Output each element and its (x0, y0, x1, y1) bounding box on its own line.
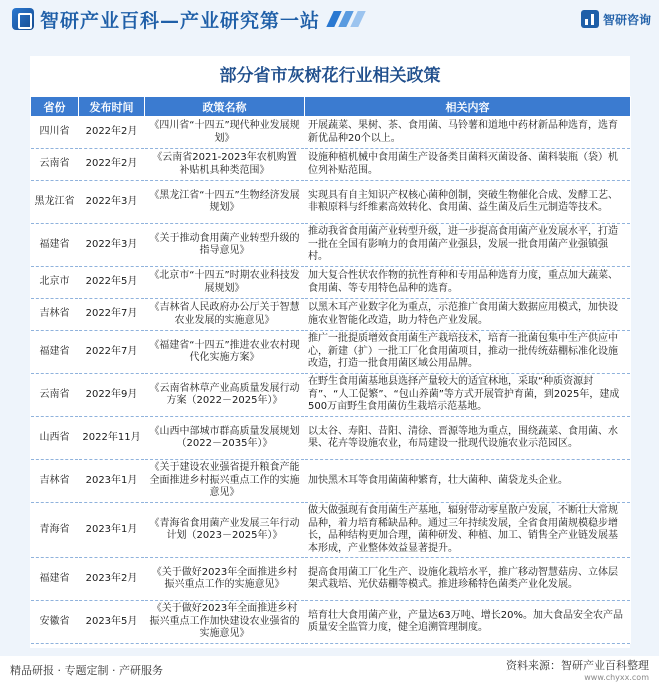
policy-card (30, 56, 630, 648)
content-cell: 加大复合性状农作物的抗性育种和专用品种选育力度，重点加大蔬菜、食用菌、等专用特色品种的选育。 (305, 267, 631, 299)
site-logo-icon (12, 8, 34, 30)
content-cell: 培育壮大食用菌产业，产量达63万吨、增长20%。加大食品安全农产品质量安全监管力度，健全追溯管理制度。 (305, 601, 631, 644)
content-cell: 以太谷、寿阳、昔阳、清徐、晋源等地为重点，围绕蔬菜、食用菌、水果、花卉等设施农业，布局建设一批现代设施农业示范园区。 (305, 417, 631, 460)
province-cell: 福建省 (31, 558, 79, 601)
table-row (31, 299, 631, 331)
site-title-text: 智研产业百科—产业研究第一站 (40, 9, 321, 32)
date-cell: 2023年5月 (79, 601, 145, 644)
policy-name-cell: 《云南省林草产业高质量发展行动方案（2022－2025年）》 (145, 374, 305, 417)
table-row (31, 224, 631, 267)
table-row (31, 503, 631, 558)
decorative-stripes (330, 11, 366, 27)
date-cell: 2022年7月 (79, 331, 145, 374)
table-row (31, 374, 631, 417)
date-cell: 2022年9月 (79, 374, 145, 417)
content-cell: 实现具有自主知识产权核心菌种创制，突破生物催化合成、发酵工艺、非粮原料与纤维素高效转化、食用菌、益生菌及后生元制造等技术。 (305, 181, 631, 224)
province-cell: 山西省 (31, 417, 79, 460)
policy-table (30, 96, 631, 644)
header-province: 省份 (31, 97, 79, 117)
province-cell: 四川省 (31, 117, 79, 149)
table-row (31, 460, 631, 503)
footer-url: www.chyxx.com (584, 673, 649, 682)
date-cell: 2022年11月 (79, 417, 145, 460)
policy-name-cell: 《关于做好2023年全面推进乡村振兴重点工作的实施意见》 (145, 558, 305, 601)
province-cell: 青海省 (31, 503, 79, 558)
province-cell: 云南省 (31, 374, 79, 417)
content-cell: 推广一批提质增效食用菌生产栽培技术，培育一批菌包集中生产供应中心，新建（扩）一批工厂化食用菌项目，推动一批传统菇棚标准化设施改造，打造一批食用菌区域公用品牌。 (305, 331, 631, 374)
footer-source: 资料来源：智研产业百科整理 (506, 659, 649, 672)
policy-name-cell: 《关于推动食用菌产业转型升级的指导意见》 (145, 224, 305, 267)
province-cell: 福建省 (31, 331, 79, 374)
policy-name-cell: 《黑龙江省“十四五”生物经济发展规划》 (145, 181, 305, 224)
policy-name-cell: 《四川省“十四五”现代种业发展规划》 (145, 117, 305, 149)
date-cell: 2022年2月 (79, 117, 145, 149)
table-row (31, 117, 631, 149)
table-row (31, 181, 631, 224)
province-cell: 福建省 (31, 224, 79, 267)
page-header (0, 0, 659, 38)
table-row (31, 601, 631, 644)
content-cell: 设施种植机械中食用菌生产设备类目菌料灭菌设备、菌料装瓶（袋）机位列补贴范围。 (305, 149, 631, 181)
brand-name: 智研咨询 (602, 12, 651, 27)
content-cell: 加快黑木耳等食用菌菌种繁育，壮大菌种、菌袋龙头企业。 (305, 460, 631, 503)
policy-name-cell: 《山西中部城市群高质量发展规划（2022－2035年）》 (145, 417, 305, 460)
content-cell: 以黑木耳产业数字化为重点，示范推广食用菌大数据应用模式，加快设施农业智能化改造，助力特色产业发展。 (305, 299, 631, 331)
policy-name-cell: 《关于建设农业强省提升粮食产能全面推进乡村振兴重点工作的实施意见》 (145, 460, 305, 503)
policy-name-cell: 《福建省“十四五”推进农业农村现代化实施方案》 (145, 331, 305, 374)
table-row (31, 267, 631, 299)
brand-chart-icon (581, 10, 599, 28)
date-cell: 2022年7月 (79, 299, 145, 331)
policy-name-cell: 《青海省食用菌产业发展三年行动计划（2023－2025年）》 (145, 503, 305, 558)
date-cell: 2022年3月 (79, 224, 145, 267)
province-cell: 北京市 (31, 267, 79, 299)
province-cell: 吉林省 (31, 299, 79, 331)
table-header-row (31, 97, 631, 117)
content-cell: 做大做强现有食用菌生产基地，辐射带动零星散户发展，不断壮大常规品种，着力培育稀缺品种。通过三年持续发展，全省食用菌规模稳步增长，品种结构更加合理，菌种研发、种植、加工、销售全产业链发展基本形成，产业整体效益显著提升。 (305, 503, 631, 558)
policy-name-cell: 《吉林省人民政府办公厅关于智慧农业发展的实施意见》 (145, 299, 305, 331)
date-cell: 2023年2月 (79, 558, 145, 601)
header-policy-name: 政策名称 (145, 97, 305, 117)
footer-services: 精品研报 · 专题定制 · 产研服务 (10, 663, 163, 677)
policy-name-cell: 《关于做好2023年全面推进乡村振兴重点工作加快建设农业强省的实施意见》 (145, 601, 305, 644)
content-cell: 开展蔬菜、果树、茶、食用菌、马铃薯和道地中药材新品种选育，选育新优品种20个以上。 (305, 117, 631, 149)
date-cell: 2022年5月 (79, 267, 145, 299)
table-row (31, 558, 631, 601)
province-cell: 黑龙江省 (31, 181, 79, 224)
province-cell: 吉林省 (31, 460, 79, 503)
date-cell: 2022年3月 (79, 181, 145, 224)
header-date: 发布时间 (79, 97, 145, 117)
brand-logo (581, 10, 651, 28)
date-cell: 2023年1月 (79, 460, 145, 503)
table-row (31, 149, 631, 181)
site-title (12, 6, 366, 33)
date-cell: 2022年2月 (79, 149, 145, 181)
policy-name-cell: 《云南省2021-2023年农机购置补贴机具种类范围》 (145, 149, 305, 181)
table-row (31, 331, 631, 374)
date-cell: 2023年1月 (79, 503, 145, 558)
policy-name-cell: 《北京市“十四五”时期农业科技发展规划》 (145, 267, 305, 299)
table-row (31, 417, 631, 460)
province-cell: 安徽省 (31, 601, 79, 644)
province-cell: 云南省 (31, 149, 79, 181)
page-footer (0, 656, 659, 683)
content-cell: 在野生食用菌基地县选择产量较大的适宜林地，采取“种质资源封育”、“人工促繁”、“包山养菌”等方式开展管护育菌，到2025年，建成500万亩野生食用菌仿生栽培示范基地。 (305, 374, 631, 417)
content-cell: 提高食用菌工厂化生产、设施化栽培水平，推广移动智慧菇房、立体层架式栽培、光伏菇棚等模式。推进珍稀特色菌类产业化发展。 (305, 558, 631, 601)
table-title: 部分省市灰树花行业相关政策 (219, 66, 441, 86)
content-cell: 推动我省食用菌产业转型升级，进一步提高食用菌产业发展水平，打造一批在全国有影响力的食用菌产业强县，发展一批食用菌产业强镇强村。 (305, 224, 631, 267)
header-content: 相关内容 (305, 97, 631, 117)
